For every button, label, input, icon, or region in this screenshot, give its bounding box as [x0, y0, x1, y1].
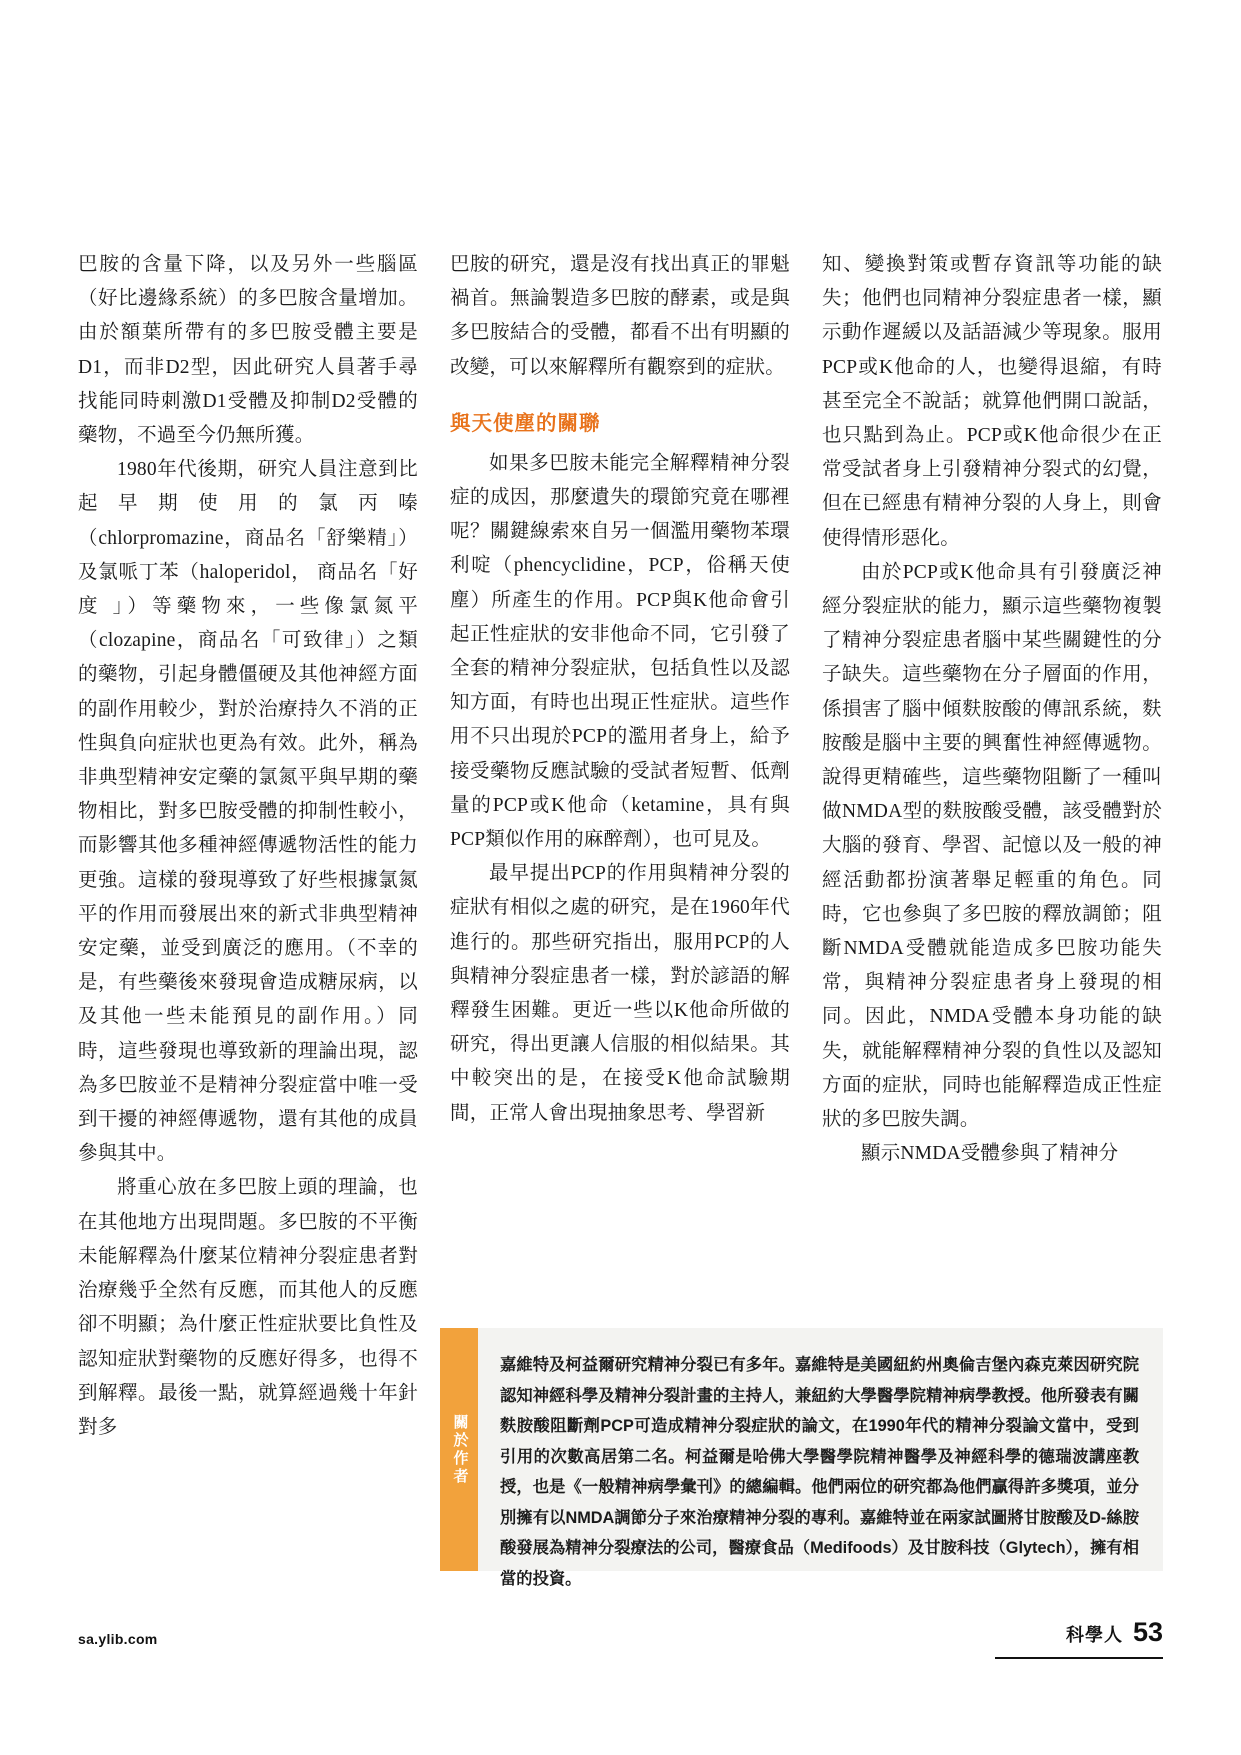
- column-3: [822, 248, 1162, 1445]
- author-box-body: 嘉維特及柯益爾研究精神分裂已有多年。嘉維特是美國紐約州奧倫吉堡內森克萊因研究院認知神經科學及精神分裂計畫的主持人，兼紐約大學醫學院精神病學教授。他所發表有關麩胺酸阻斷劑PCP可造成精神分裂症狀的論文，在1990年代的精神分裂論文當中，受到引用的次數高居第二名。柯益爾是哈佛大學醫學院精神醫學及神經科學的德瑞波講座教授，也是《一般精神病學彙刊》的總編輯。他們兩位的研究都為他們贏得許多獎項，並分別擁有以NMDA調節分子來治療精神分裂的專利。嘉維特並在兩家試圖將甘胺酸及D-絲胺酸發展為精神分裂療法的公司，醫療食品（Medifoods）及甘胺科技（Glytech），擁有相當的投資。: [500, 1356, 1139, 1588]
- footer-branding: [1066, 1617, 1163, 1648]
- author-box-tab: [440, 1328, 478, 1571]
- column-1: [78, 248, 418, 1445]
- paragraph: 顯示NMDA受體參與了精神分: [861, 1143, 1119, 1165]
- section-heading: 與天使塵的關聯: [450, 412, 601, 435]
- footer-rule: [995, 1657, 1163, 1659]
- author-box-tab-label: 關於作者: [451, 1413, 468, 1486]
- paragraph: 1980年代後期，研究人員注意到比起早期使用的氯丙嗪（chlorpromazine，商品名「舒樂精」）及氯哌丁苯（haloperidol， 商品名「好度 」）等藥物來，一些像氯氮平（clozapine，商品名「可致律」）之類的藥物，引起身體僵硬及其他神經方面的副作用較少，對於治療持久不消的正性與負向症狀也更為有效。此外，稱為非典型精神安定藥的氯氮平與早期的藥物相比，對多巴胺受體的抑制性較小，而影響其他多種神經傳遞物活性的能力更強。這樣的發現導致了好些根據氯氮平的作用而發展出來的新式非典型精神安定藥，並受到廣泛的應用。（不幸的是，有些藥後來發現會造成糖尿病，以及其他一些未能預見的副作用。）同時，這些發現也導致新的理論出現，認為多巴胺並不是精神分裂症當中唯一受到干擾的神經傳遞物，還有其他的成員參與其中。: [78, 459, 418, 1165]
- footer-website: sa.ylib.com: [78, 1631, 158, 1647]
- article-columns: [78, 248, 1163, 1445]
- paragraph: 巴胺的含量下降，以及另外一些腦區（好比邊緣系統）的多巴胺含量增加。由於額葉所帶有的多巴胺受體主要是D1，而非D2型，因此研究人員著手尋找能同時刺激D1受體及抑制D2受體的藥物，不過至今仍無所獲。: [78, 254, 418, 447]
- paragraph: 最早提出PCP的作用與精神分裂的症狀有相似之處的研究，是在1960年代進行的。那些研究指出，服用PCP的人與精神分裂症患者一樣，對於諺語的解釋發生困難。更近一些以K他命所做的研究，得出更讓人信服的相似結果。其中較突出的是，在接受K他命試驗期間，正常人會出現抽象思考、學習新: [450, 863, 790, 1124]
- paragraph: 由於PCP或K他命具有引發廣泛神經分裂症狀的能力，顯示這些藥物複製了精神分裂症患者腦中某些關鍵性的分子缺失。這些藥物在分子層面的作用，係損害了腦中傾麩胺酸的傳訊系統，麩胺酸是腦中主要的興奮性神經傳遞物。說得更精確些，這些藥物阻斷了一種叫做NMDA型的麩胺酸受體，該受體對於大腦的發育、學習、記憶以及一般的神經活動都扮演著舉足輕重的角色。同時，它也參與了多巴胺的釋放調節；阻斷NMDA受體就能造成多巴胺功能失常，與精神分裂症患者身上發現的相同。因此，NMDA受體本身功能的缺失，就能解釋精神分裂的負性以及認知方面的症狀，同時也能解釋造成正性症狀的多巴胺失調。: [822, 561, 1162, 1131]
- paragraph: 如果多巴胺未能完全解釋精神分裂症的成因，那麼遺失的環節究竟在哪裡呢？關鍵線索來自另一個濫用藥物苯環利啶（phencyclidine，PCP，俗稱天使塵）所產生的作用。PCP與K他命會引起正性症狀的安非他命不同，它引發了全套的精神分裂症狀，包括負性以及認知方面，有時也出現正性症狀。這些作用不只出現於PCP的濫用者身上，給予接受藥物反應試驗的受試者短暫、低劑量的PCP或K他命（ketamine，具有與PCP類似作用的麻醉劑），也可見及。: [450, 452, 790, 851]
- paragraph: 知、變換對策或暫存資訊等功能的缺失；他們也同精神分裂症患者一樣，顯示動作遲緩以及話語減少等現象。服用PCP或K他命的人，也變得退縮，有時甚至完全不說話；就算他們開口說話，也只點到為止。PCP或K他命很少在正常受試者身上引發精神分裂式的幻覺，但在已經患有精神分裂的人身上，則會使得情形惡化。: [822, 254, 1162, 549]
- paragraph: 將重心放在多巴胺上頭的理論，也在其他地方出現問題。多巴胺的不平衡未能解釋為什麼某位精神分裂症患者對治療幾乎全然有反應，而其他人的反應卻不明顯；為什麼正性症狀要比負性及認知症狀對藥物的反應好得多，也得不到解釋。最後一點，就算經過幾十年針對多: [78, 1177, 418, 1438]
- about-the-author-box: [440, 1328, 1163, 1588]
- footer-magazine-title: 科學人: [1065, 1625, 1123, 1645]
- column-2: [450, 248, 790, 1445]
- footer-page-number: 53: [1132, 1617, 1163, 1647]
- paragraph: 巴胺的研究，還是沒有找出真正的罪魁禍首。無論製造多巴胺的酵素，或是與多巴胺結合的受體，都看不出有明顯的改變，可以來解釋所有觀察到的症狀。: [450, 254, 790, 378]
